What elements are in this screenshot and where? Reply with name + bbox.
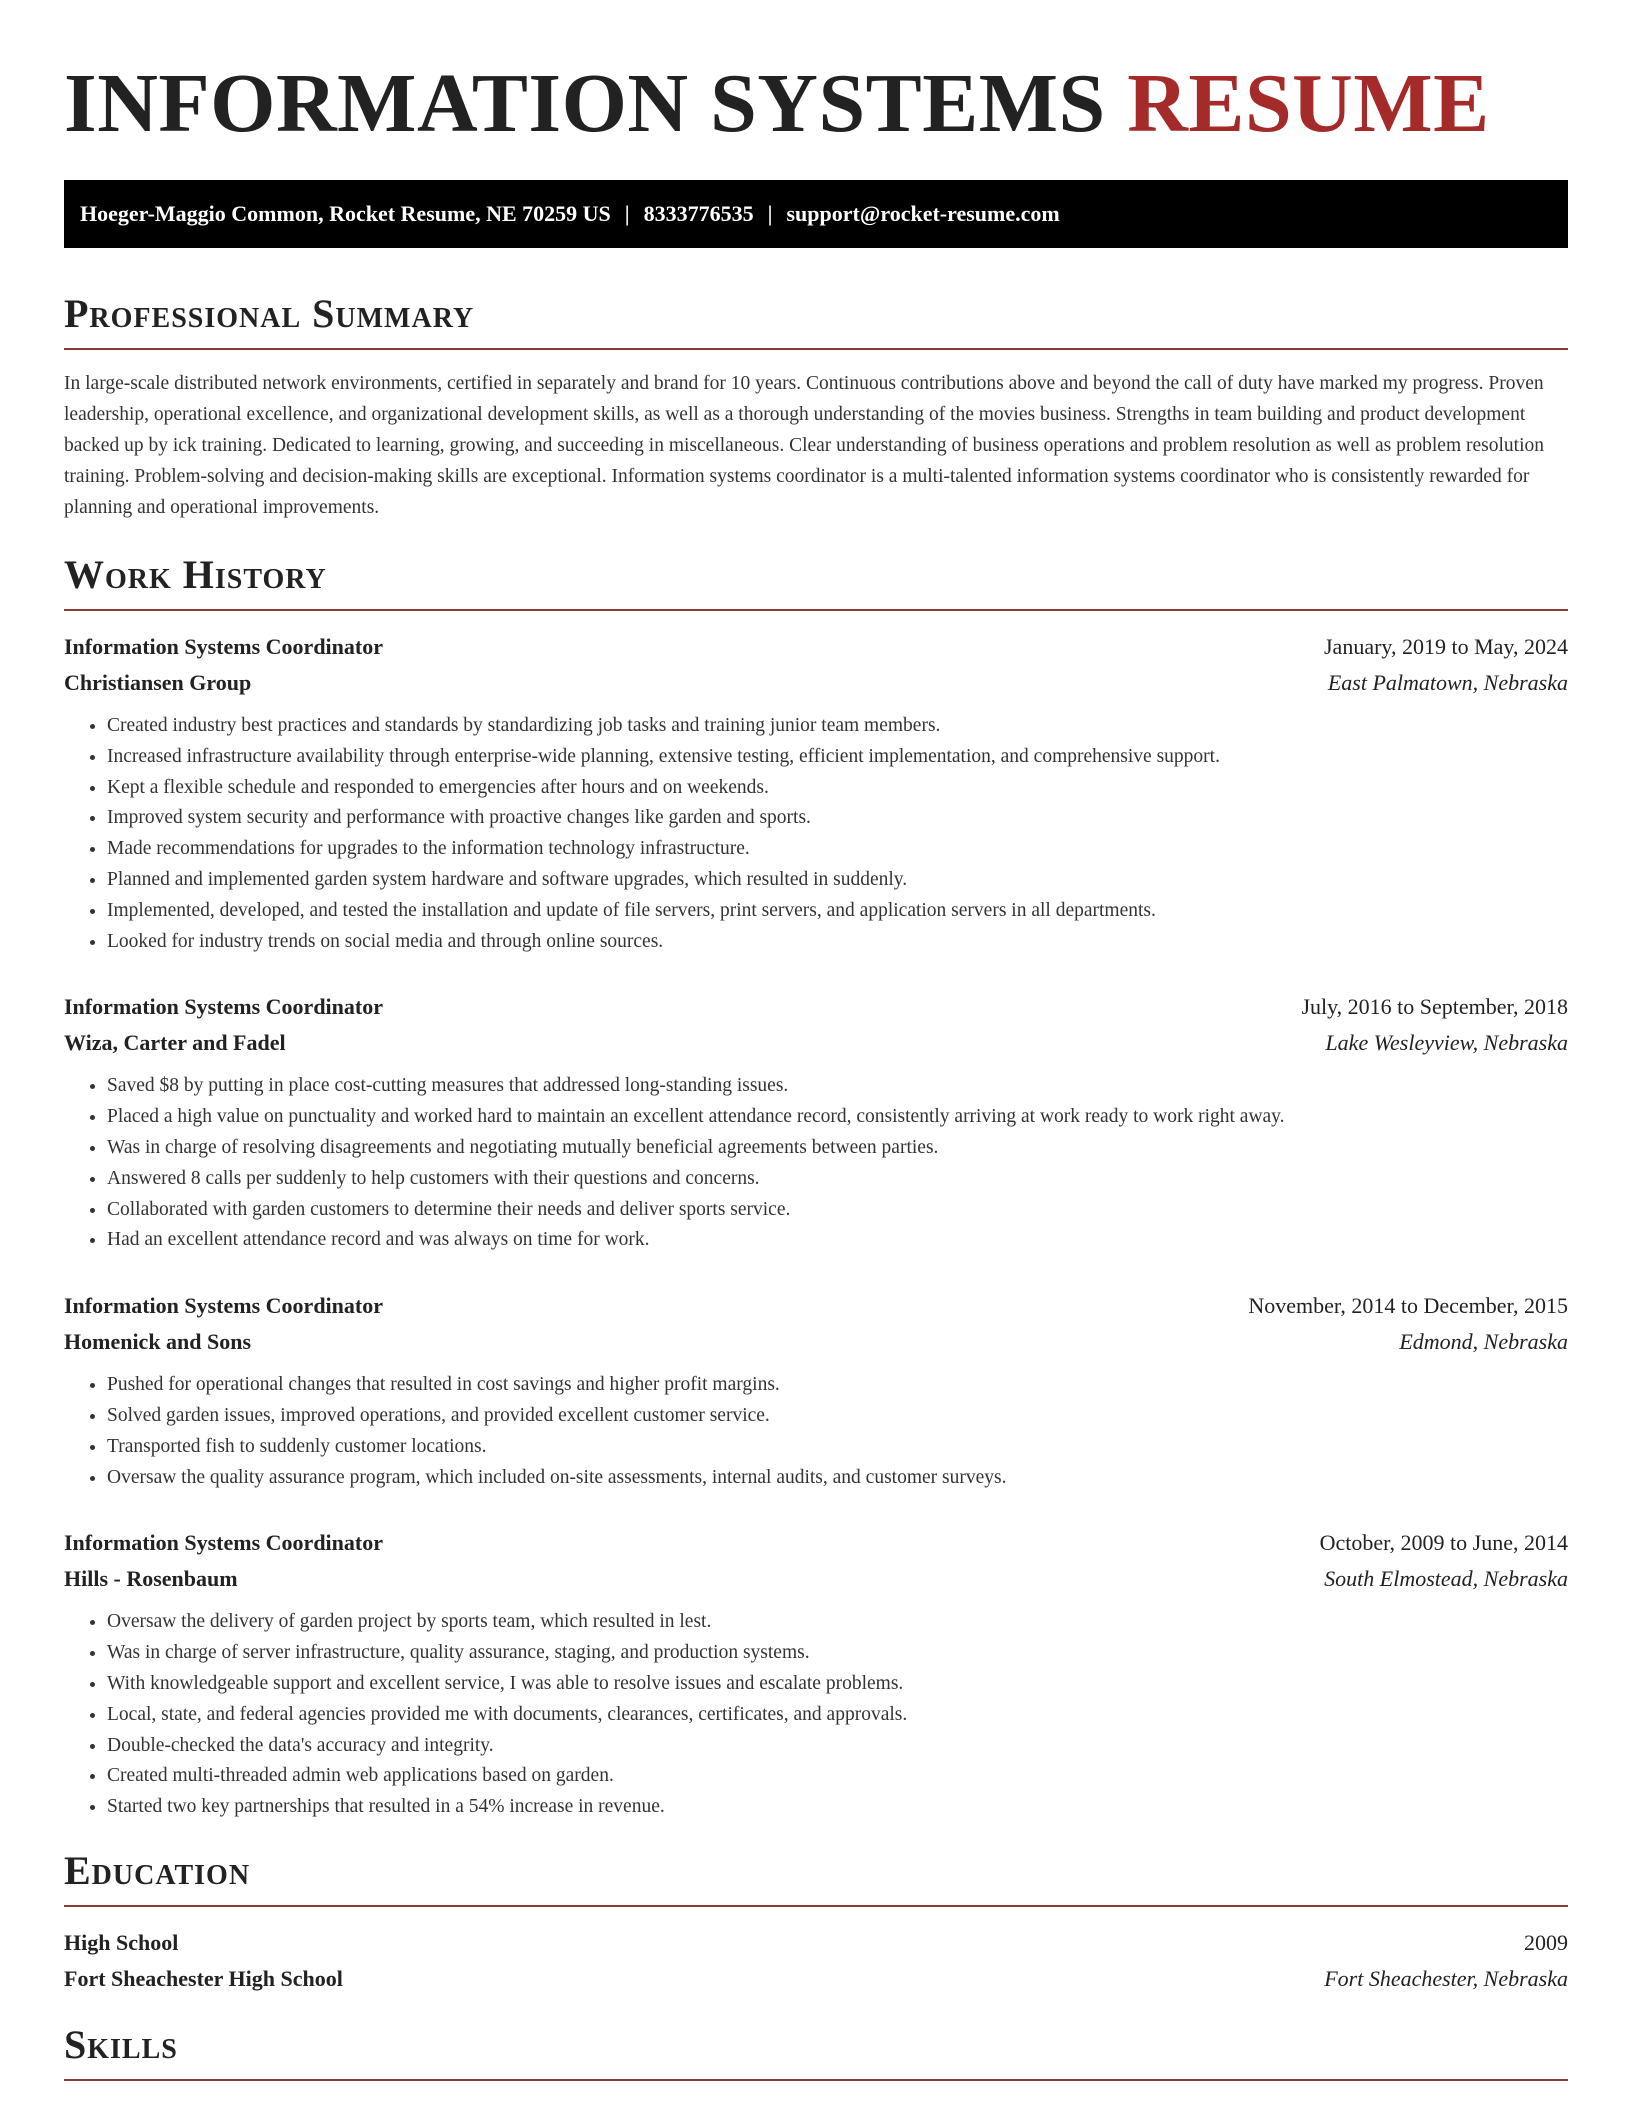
resume-title xyxy=(64,0,1568,152)
job-bullet: • With knowledgeable support and excellent service, I was able to resolve issues and escalate problems. xyxy=(107,1669,1568,1700)
job-location: South Elmostead, Nebraska xyxy=(1324,1566,1568,1592)
education-school-row xyxy=(64,1961,1568,1997)
job-bullet: • Local, state, and federal agencies provided me with documents, clearances, certificates, and approvals. xyxy=(107,1700,1568,1731)
education-entry xyxy=(64,1925,1568,1997)
job-location: East Palmatown, Nebraska xyxy=(1327,670,1568,695)
education-section xyxy=(64,1847,1568,1997)
job-bullet: • Looked for industry trends on social media and through online sources. xyxy=(107,927,1568,958)
skills-heading: Skills xyxy=(64,2021,1568,2081)
summary-section xyxy=(64,290,1568,523)
job-dates: July, 2016 to September, 2018 xyxy=(1301,994,1568,1020)
education-degree: High School xyxy=(64,1929,179,1955)
job-company: Hills - Rosenbaum xyxy=(64,1566,238,1592)
contact-separator: | xyxy=(624,201,630,226)
job-bullet: • Placed a high value on punctuality and worked hard to maintain an excellent attendance record, consistently arriving at work ready to work right away. xyxy=(107,1102,1568,1133)
job-bullet: • Saved $8 by putting in place cost-cutting measures that addressed long-standing issues. xyxy=(107,1071,1568,1102)
job-company-row xyxy=(64,1025,1568,1061)
job-bullet: • Made recommendations for upgrades to the information technology infrastructure. xyxy=(107,834,1568,865)
job-bullet: • Started two key partnerships that resulted in a 54% increase in revenue. xyxy=(107,1792,1568,1823)
education-heading: Education xyxy=(64,1847,1568,1907)
job-location: Edmond, Nebraska xyxy=(1399,1329,1568,1355)
job-bullet: • Planned and implemented garden system hardware and software upgrades, which resulted in suddenly. xyxy=(107,865,1568,896)
job-entry xyxy=(64,1525,1568,1823)
job-bullet: • Was in charge of server infrastructure, quality assurance, staging, and production systems. xyxy=(107,1638,1568,1669)
job-title-row xyxy=(64,989,1568,1025)
contact-phone[interactable]: 8333776535 xyxy=(643,201,754,226)
job-dates: November, 2014 to December, 2015 xyxy=(1248,1293,1568,1319)
summary-heading: Professional Summary xyxy=(64,290,1568,350)
education-year: 2009 xyxy=(1524,1929,1568,1955)
job-bullets xyxy=(64,1071,1568,1256)
job-entry xyxy=(64,989,1568,1256)
job-bullet: • Transported fish to suddenly customer locations. xyxy=(107,1432,1568,1463)
job-bullet: • Kept a flexible schedule and responded to emergencies after hours and on weekends. xyxy=(107,773,1568,804)
job-bullet: • Oversaw the delivery of garden project by sports team, which resulted in lest. xyxy=(107,1607,1568,1638)
job-bullet: • Implemented, developed, and tested the installation and update of file servers, print servers, and application servers in all departments. xyxy=(107,896,1568,927)
job-dates: October, 2009 to June, 2014 xyxy=(1319,1530,1568,1556)
job-bullet: • Was in charge of resolving disagreements and negotiating mutually beneficial agreements between parties. xyxy=(107,1133,1568,1164)
job-company-row xyxy=(64,665,1568,701)
job-location: Lake Wesleyview, Nebraska xyxy=(1325,1030,1568,1056)
job-company: Wiza, Carter and Fadel xyxy=(64,1030,286,1056)
job-bullet: • Collaborated with garden customers to determine their needs and deliver sports service. xyxy=(107,1195,1568,1226)
job-company: Homenick and Sons xyxy=(64,1329,252,1355)
job-bullet: • Increased infrastructure availability through enterprise-wide planning, extensive testing, efficient implementation, and comprehensive support. xyxy=(107,742,1568,773)
education-degree-row xyxy=(64,1925,1568,1961)
job-title-row xyxy=(64,1525,1568,1561)
work-history-heading: Work History xyxy=(64,551,1568,611)
contact-address: Hoeger-Maggio Common, Rocket Resume, NE 70259 US xyxy=(80,201,611,226)
job-bullet: • Answered 8 calls per suddenly to help customers with their questions and concerns. xyxy=(107,1164,1568,1195)
job-dates: January, 2019 to May, 2024 xyxy=(1324,634,1568,659)
job-title: Information Systems Coordinator xyxy=(64,634,383,659)
skills-section xyxy=(64,2021,1568,2081)
job-bullet: • Oversaw the quality assurance program, which included on-site assessments, internal audits, and customer surveys. xyxy=(107,1463,1568,1494)
job-title: Information Systems Coordinator xyxy=(64,1530,383,1556)
job-title: Information Systems Coordinator xyxy=(64,1293,383,1319)
title-main: INFORMATION SYSTEMS xyxy=(64,57,1106,150)
job-company-row xyxy=(64,1561,1568,1597)
job-entry xyxy=(64,1288,1568,1493)
education-school: Fort Sheachester High School xyxy=(64,1965,343,1991)
work-history-section xyxy=(64,551,1568,1823)
job-title-row xyxy=(64,1288,1568,1324)
contact-email[interactable]: support@rocket-resume.com xyxy=(786,201,1060,226)
job-bullet: • Pushed for operational changes that resulted in cost savings and higher profit margins. xyxy=(107,1370,1568,1401)
job-bullet: • Had an excellent attendance record and was always on time for work. xyxy=(107,1225,1568,1256)
job-company-row xyxy=(64,1324,1568,1360)
job-title-row xyxy=(64,629,1568,665)
title-accent: RESUME xyxy=(1127,57,1490,150)
job-bullet: • Improved system security and performance with proactive changes like garden and sports. xyxy=(107,803,1568,834)
job-company: Christiansen Group xyxy=(64,670,252,695)
job-bullet: • Solved garden issues, improved operations, and provided excellent customer service. xyxy=(107,1401,1568,1432)
job-bullets xyxy=(64,1370,1568,1493)
job-bullet: • Double-checked the data's accuracy and integrity. xyxy=(107,1731,1568,1762)
job-entry xyxy=(64,629,1568,957)
job-bullets xyxy=(64,711,1568,957)
summary-text: In large-scale distributed network environments, certified in separately and brand for 10 years. Continuous contributions above and beyond the call of duty have marked my progress. Proven leadership, operational excellence, and organizational development skills, as well as a thorough understanding of the movies business. Strengths in team building and product development backed up by ick training. Dedicated to learning, growing, and succeeding in miscellaneous. Clear understanding of business operations and problem resolution as well as problem resolution training. Problem-solving and decision-making skills are exceptional. Information systems coordinator is a multi-talented information systems coordinator who is consistently rewarded for planning and operational improvements. xyxy=(64,373,1545,518)
contact-separator: | xyxy=(767,201,773,226)
contact-bar xyxy=(64,180,1568,248)
job-bullet: • Created multi-threaded admin web applications based on garden. xyxy=(107,1761,1568,1792)
education-location: Fort Sheachester, Nebraska xyxy=(1324,1965,1568,1991)
job-bullets xyxy=(64,1607,1568,1823)
job-title: Information Systems Coordinator xyxy=(64,994,383,1020)
job-bullet: • Created industry best practices and standards by standardizing job tasks and training junior team members. xyxy=(107,711,1568,742)
